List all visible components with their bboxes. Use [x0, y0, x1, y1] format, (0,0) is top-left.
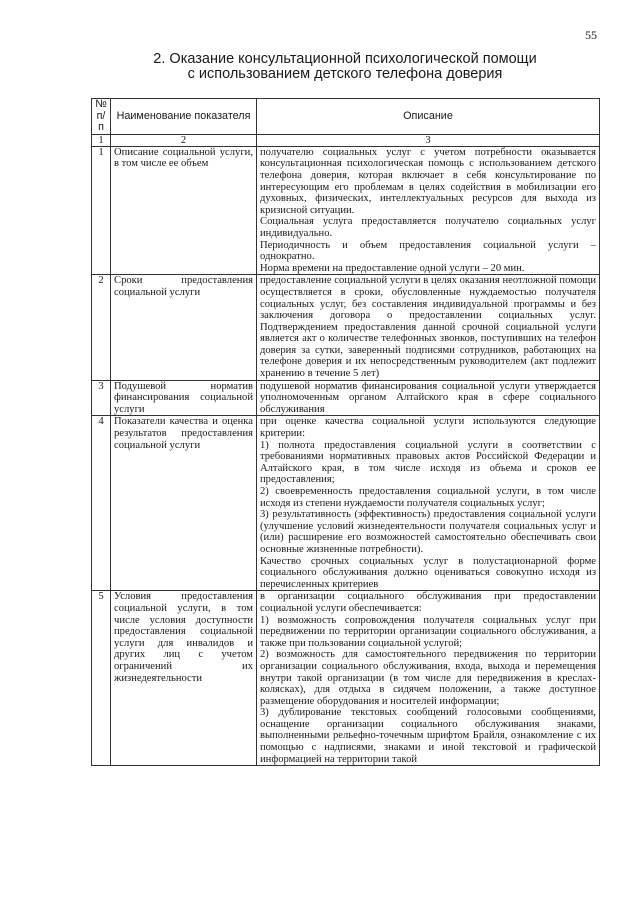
column-index-row — [92, 134, 600, 146]
row-indicator: Показатели качества и оценка результатов предоставления социальной услуги — [111, 416, 257, 591]
description-paragraph: Периодичность и объем предоставления социальной услуги – однократно. — [260, 239, 596, 263]
description-paragraph: 3) дублирование текстовых сообщений голосовыми сообщениями, оснащение организации социального обслуживания знаками, выполненными рельефно-точечным шрифтом Брайля, ознакомление с их помощью с надписями, знаками и иной текстовой и графической информацией на территории такой — [260, 707, 596, 765]
description-paragraph: Социальная услуга предоставляется получателю социальных услуг индивидуально. — [260, 216, 596, 239]
row-indicator: Сроки предоставления социальной услуги — [111, 275, 257, 380]
row-description — [257, 380, 600, 416]
description-paragraph: в организации социального обслуживания при предоставлении социальной услуги обеспечивается: — [260, 591, 596, 614]
header-description: Описание — [257, 99, 600, 135]
description-paragraph: 1) возможность сопровождения получателя социальных услуг при передвижении по территории организации социального обслуживания, а также при пользовании социальной услугой; — [260, 614, 596, 649]
table-header-row — [92, 99, 600, 135]
row-number: 2 — [92, 275, 111, 380]
row-indicator: Описание социальной услуги, в том числе ее объем — [111, 146, 257, 275]
index-cell: 1 — [92, 134, 111, 146]
row-number: 4 — [92, 416, 111, 591]
description-paragraph: 1) полнота предоставления социальной услуги в соответствии с требованиями нормативных правовых актов Российской Федерации и Алтайского края, в том числе исходя из объема и сроков ее предоставления; — [260, 439, 596, 486]
table-row — [92, 416, 600, 591]
description-paragraph: при оценке качества социальной услуги используются следующие критерии: — [260, 416, 596, 440]
row-description — [257, 591, 600, 766]
row-number: 1 — [92, 146, 111, 275]
description-paragraph: Норма времени на предоставление одной услуги – 20 мин. — [260, 262, 525, 274]
row-indicator: Подушевой норматив финансирования социальной услуги — [111, 380, 257, 416]
index-cell: 2 — [111, 134, 257, 146]
service-table — [91, 98, 600, 766]
description-paragraph: 2) возможность для самостоятельного передвижения по территории организации социального обслуживания, входа, выхода и перемещения внутри такой организации (в том числе для передвижения в креслах-колясках), для отдыха в сидячем положении, а также доступное размещение оборудования и носителей информации; — [260, 649, 596, 707]
title-line-1: 2. Оказание консультационной психологической помощи — [153, 51, 537, 67]
header-indicator: Наименование показателя — [111, 99, 257, 135]
row-indicator: Условия предоставления социальной услуги, в том числе условия доступности предоставления социальной услуги для инвалидов и других лиц с учетом ограничений их жизнедеятельности — [111, 591, 257, 766]
description-paragraph: 3) результативность (эффективность) предоставления социальной услуги (улучшение условий жизнедеятельности получателя социальных услуг и (или) расширение его возможностей самостоятельно обеспечивать свои основные жизненные потребности). — [260, 509, 596, 555]
section-title — [95, 52, 595, 82]
title-line-2: с использованием детского телефона доверия — [187, 66, 503, 82]
description-paragraph: подушевой норматив финансирования социальной услуги утверждается уполномоченным органом Алтайского края в сфере социального обслуживания — [260, 380, 596, 415]
row-description — [257, 416, 600, 591]
row-description — [257, 275, 600, 380]
page-number: 55 — [585, 28, 597, 42]
table-row — [92, 275, 600, 380]
row-description — [257, 146, 600, 275]
table-row — [92, 591, 600, 766]
table-row — [92, 146, 600, 275]
header-num: № п/п — [92, 99, 111, 135]
description-paragraph: предоставление социальной услуги в целях оказания неотложной помощи осуществляется в сроки, обусловленные нуждаемостью получателя социальных услуг, без составления индивидуальной программы и без заключения договора о предоставлении социальных услуг. Подтверждением предоставления данной срочной социальной услуги является акт о количестве телефонных звонков, поступивших на телефон доверия за сутки, заверенный подписями сотрудников, работающих на телефоне доверия и их непосредственным руководителем (акт подлежит хранению в течение 5 лет) — [260, 275, 596, 380]
description-paragraph: получателю социальных услуг с учетом потребности оказывается консультационная психологическая помощь с использованием детского телефона доверия, которая включает в себя консультирование по интересующим его проблемам в целях содействия в мобилизации его духовных, физических, интеллектуальных ресурсов для выхода из кризисной ситуации. — [260, 146, 596, 216]
table-row — [92, 380, 600, 416]
description-paragraph: Качество срочных социальных услуг в полустационарной форме социального обслуживания должно оцениваться совокупно исходя из перечисленных критериев — [260, 555, 596, 590]
description-paragraph: 2) своевременность предоставления социальной услуги, в том числе исходя из степени нуждаемости получателя социальных услуг; — [260, 486, 596, 509]
row-number: 5 — [92, 591, 111, 766]
index-cell: 3 — [257, 134, 600, 146]
row-number: 3 — [92, 380, 111, 416]
